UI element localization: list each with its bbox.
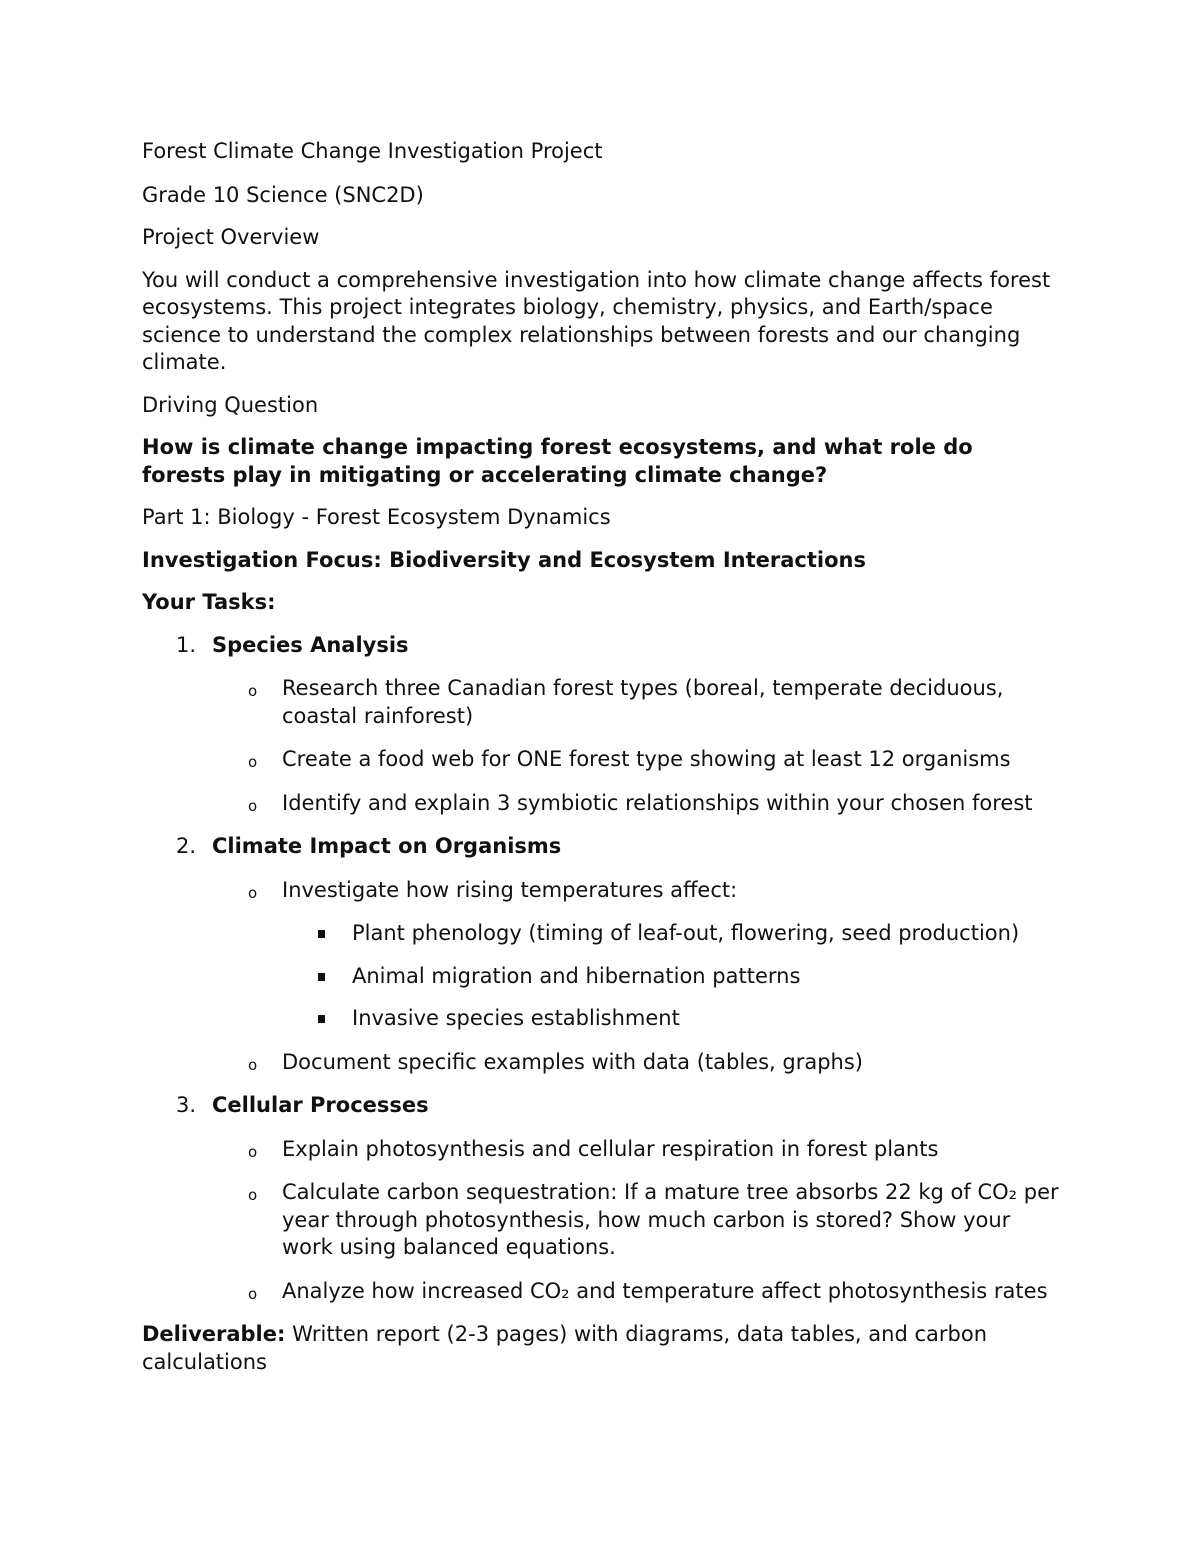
task-cellular-processes — [142, 1092, 1062, 1305]
nested-list-item — [282, 1005, 1062, 1033]
driving-question: How is climate change impacting forest ecosystems, and what role do forests play in mitigating or accelerating climate change? — [142, 435, 973, 487]
circle-bullet-icon: o — [248, 1055, 258, 1074]
list-item — [142, 1179, 1062, 1262]
circle-bullet-icon: o — [248, 1186, 258, 1204]
course-label: Grade 10 Science (SNC2D) — [142, 182, 424, 207]
list-item — [142, 877, 1062, 1033]
task-number: 3. — [176, 1093, 197, 1117]
investigation-focus-heading: Investigation Focus: Biodiversity and Ecosystem Interactions — [142, 547, 866, 572]
list-item-text: Identify and explain 3 symbiotic relationships within your chosen forest — [282, 790, 1033, 815]
list-item-text: Investigate how rising temperatures affect: — [282, 877, 738, 902]
task-list — [142, 632, 1062, 1306]
list-item — [142, 1278, 1062, 1306]
document-page — [142, 138, 1062, 1391]
list-item — [142, 1136, 1062, 1164]
task-climate-impact — [142, 833, 1062, 1076]
task-title: Climate Impact on Organisms — [212, 834, 562, 858]
list-item — [142, 1049, 1062, 1077]
nested-list-item — [282, 963, 1062, 991]
task-title: Cellular Processes — [212, 1093, 429, 1117]
list-item-text: Explain photosynthesis and cellular respiration in forest plants — [282, 1136, 939, 1161]
list-item-text: Calculate carbon sequestration: If a mature tree absorbs 22 kg of CO₂ per year through photosynthesis, how much carbon is stored? Show your work using balanced equations. — [282, 1180, 1059, 1259]
circle-bullet-icon: o — [248, 1284, 258, 1303]
nested-list-item-text: Animal migration and hibernation patterns — [352, 963, 801, 988]
driving-question-heading: Driving Question — [142, 392, 319, 417]
task-species-analysis — [142, 632, 1062, 818]
list-item — [142, 675, 1062, 730]
part1-heading: Part 1: Biology - Forest Ecosystem Dynamics — [142, 505, 611, 529]
square-bullet-icon — [318, 1015, 325, 1023]
circle-bullet-icon: o — [248, 753, 258, 771]
task-title: Species Analysis — [212, 632, 409, 657]
overview-text: You will conduct a comprehensive investigation into how climate change affects forest ecosystems. This project integrates biology, chemistry, physics, and Earth/space science to understand the complex relationships between forests and our changing climate. — [142, 267, 1051, 374]
list-item-text: Research three Canadian forest types (boreal, temperate deciduous, coastal rainforest) — [282, 676, 1004, 728]
square-bullet-icon — [318, 973, 325, 981]
deliverable — [142, 1321, 1062, 1376]
deliverable-text: Written report (2-3 pages) with diagrams, data tables, and carbon calculations — [142, 1322, 987, 1374]
square-bullet-icon — [318, 930, 325, 938]
circle-bullet-icon: o — [248, 796, 258, 815]
document-title: Forest Climate Change Investigation Project — [142, 139, 603, 163]
circle-bullet-icon: o — [248, 682, 258, 700]
list-item-text: Analyze how increased CO₂ and temperature affect photosynthesis rates — [282, 1278, 1048, 1303]
task-number: 1. — [176, 632, 197, 657]
circle-bullet-icon: o — [248, 1142, 258, 1161]
task-number: 2. — [176, 834, 197, 858]
list-item — [142, 746, 1062, 774]
nested-list-item-text: Invasive species establishment — [352, 1006, 680, 1030]
list-item-text: Create a food web for ONE forest type showing at least 12 organisms — [282, 747, 1011, 771]
overview-heading: Project Overview — [142, 225, 320, 249]
tasks-heading: Your Tasks: — [142, 590, 276, 614]
list-item — [142, 790, 1062, 818]
circle-bullet-icon: o — [248, 883, 258, 902]
nested-list-item — [282, 920, 1062, 948]
list-item-text: Document specific examples with data (tables, graphs) — [282, 1049, 863, 1074]
deliverable-label: Deliverable: — [142, 1322, 286, 1346]
nested-list-item-text: Plant phenology (timing of leaf-out, flowering, seed production) — [352, 921, 1020, 945]
